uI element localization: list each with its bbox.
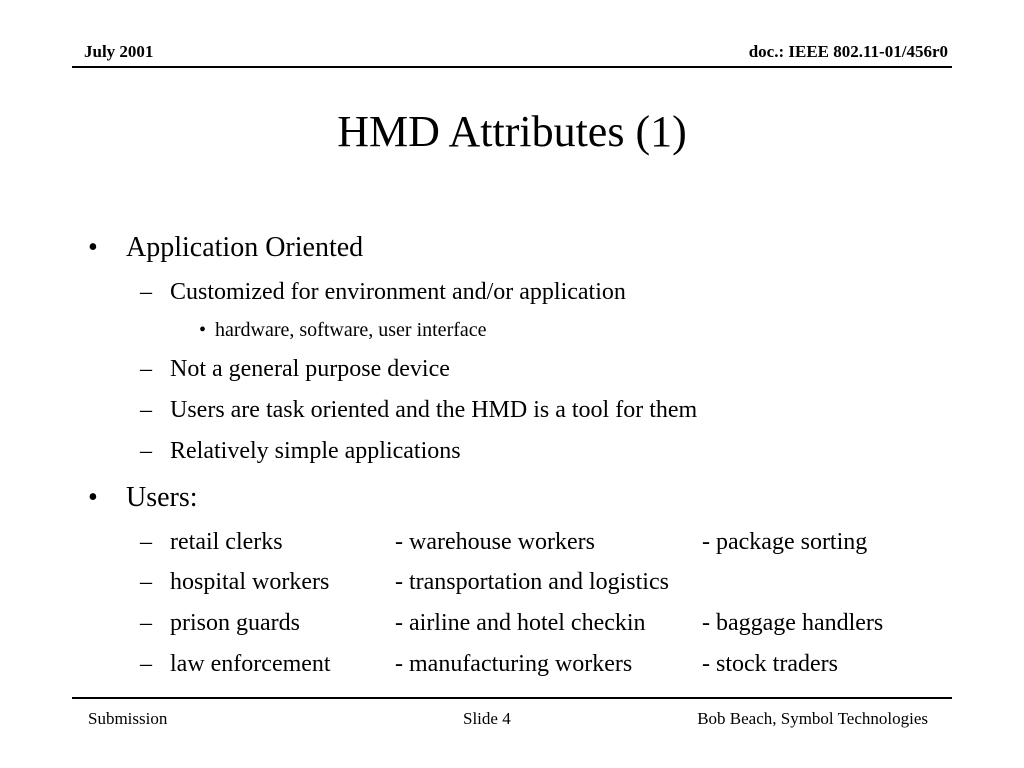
- user-cell: - warehouse workers: [395, 529, 595, 555]
- user-cell: law enforcement: [170, 651, 331, 677]
- header-doc-id: doc.: IEEE 802.11-01/456r0: [748, 42, 948, 61]
- user-cell: retail clerks: [170, 529, 283, 555]
- footer-author: Bob Beach, Symbol Technologies: [697, 709, 928, 728]
- sub-bullet: Customized for environment and/or application: [170, 279, 626, 305]
- user-cell: - airline and hotel checkin: [395, 610, 646, 636]
- sub-bullet: Users are task oriented and the HMD is a tool for them: [170, 397, 698, 423]
- dash-icon: –: [140, 356, 152, 382]
- dash-icon: –: [140, 397, 152, 423]
- bullet-icon: •: [88, 232, 98, 263]
- user-cell: - baggage handlers: [702, 610, 884, 636]
- footer-slide-number: Slide 4: [463, 709, 511, 728]
- sub-sub-bullet: hardware, software, user interface: [215, 319, 487, 341]
- dash-icon: –: [140, 651, 152, 677]
- dash-icon: –: [140, 279, 152, 305]
- sub-bullet: Relatively simple applications: [170, 438, 461, 464]
- header-rule: [72, 66, 952, 68]
- user-cell: prison guards: [170, 610, 300, 636]
- dash-icon: –: [140, 610, 152, 636]
- footer-submission: Submission: [88, 709, 168, 728]
- dash-icon: –: [140, 529, 152, 555]
- dash-icon: –: [140, 438, 152, 464]
- user-cell: - package sorting: [702, 529, 868, 555]
- slide-title: HMD Attributes (1): [337, 107, 687, 156]
- bullet-application-oriented: Application Oriented: [126, 232, 364, 263]
- user-cell: - manufacturing workers: [395, 651, 633, 677]
- bullet-users: Users:: [126, 482, 198, 513]
- bullet-icon: •: [199, 319, 207, 341]
- user-cell: - stock traders: [702, 651, 838, 677]
- user-cell: - transportation and logistics: [395, 569, 669, 595]
- user-cell: hospital workers: [170, 569, 330, 595]
- footer-rule: [72, 697, 952, 699]
- bullet-icon: •: [88, 482, 98, 513]
- header-date: July 2001: [84, 42, 154, 61]
- sub-bullet: Not a general purpose device: [170, 356, 450, 382]
- dash-icon: –: [140, 569, 152, 595]
